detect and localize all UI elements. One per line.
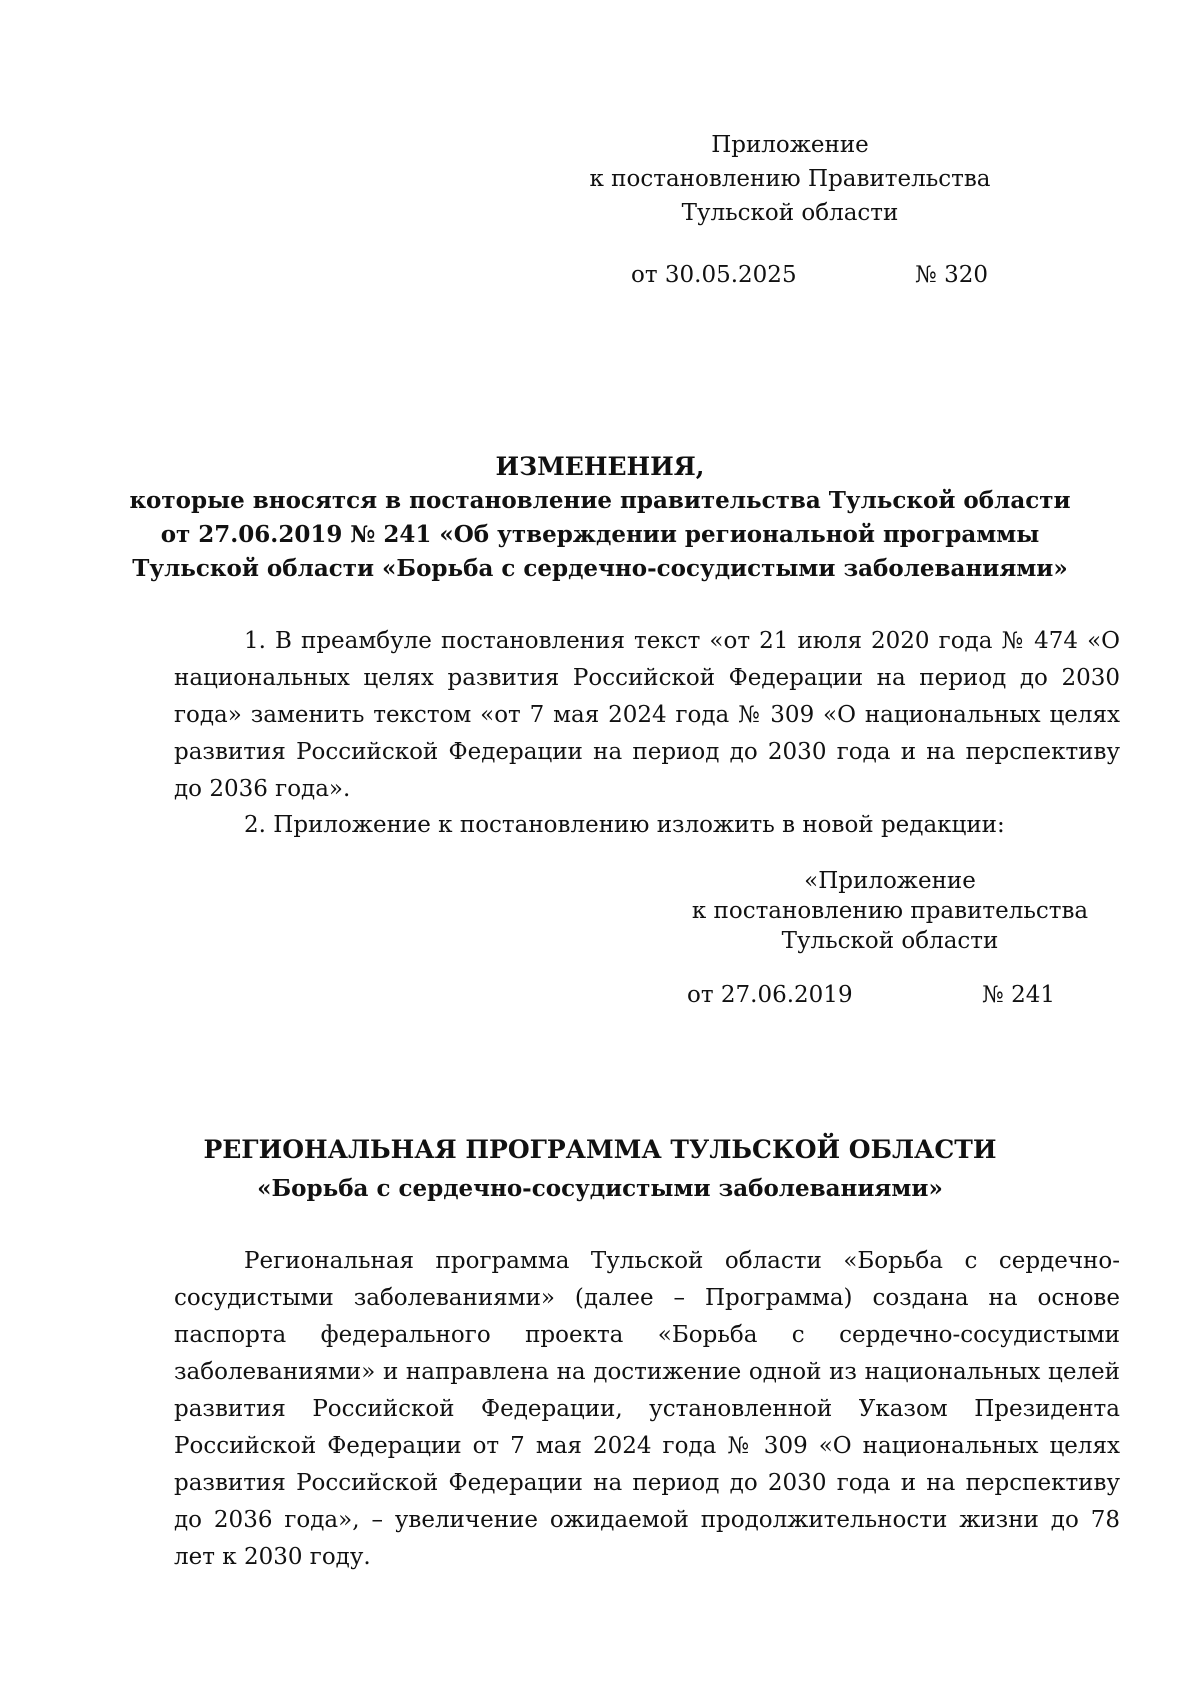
appendix-header-inner (680, 866, 1100, 956)
paragraph-2: 2. Приложение к постановлению изложить в новой редакции: (244, 812, 1005, 838)
appendix-inner-line1: «Приложение (804, 868, 976, 894)
appendix-top-date: от 30.05.2025 (631, 262, 797, 288)
changes-line3: Тульской области «Борьба с сердечно-сосудистыми заболеваниями» (132, 555, 1068, 582)
paragraph-program-description: Региональная программа Тульской области «Борьба с сердечно-сосудистыми заболеваниями» (далее – Программа) создана на основе паспорта федерального проекта «Борьба с сердечно-сосудистыми заболеваниями» и направлена на достижение одной из национальных целей развития Российской Федерации, установленной Указом Президента Российской Федерации от 7 мая 2024 года № 309 «О национальных целях развития Российской Федерации на период до 2030 года и на перспективу до 2036 года», – увеличение ожидаемой продолжительности жизни до 78 лет к 2030 году. (174, 1248, 1120, 1570)
program-subtitle: «Борьба с сердечно-сосудистыми заболеваниями» (257, 1175, 943, 1202)
changes-title-block (120, 450, 1080, 586)
appendix-inner-line3: Тульской области (781, 928, 999, 954)
appendix-header-top (560, 128, 1020, 230)
appendix-inner-date: от 27.06.2019 (687, 982, 853, 1008)
program-title: РЕГИОНАЛЬНАЯ ПРОГРАММА ТУЛЬСКОЙ ОБЛАСТИ (203, 1135, 997, 1164)
appendix-inner-number: № 241 (982, 982, 1055, 1008)
program-title-block (120, 1130, 1080, 1208)
appendix-inner-line2: к постановлению правительства (691, 898, 1089, 924)
changes-line1: которые вносятся в постановление правительства Тульской области (129, 487, 1071, 514)
changes-heading: ИЗМЕНЕНИЯ, (495, 452, 705, 481)
appendix-top-number: № 320 (915, 262, 988, 288)
appendix-top-line2: к постановлению Правительства (589, 166, 991, 192)
paragraph-1: 1. В преамбуле постановления текст «от 21 июля 2020 года № 474 «О национальных целях развития Российской Федерации на период до 2030 года» заменить текстом «от 7 мая 2024 года № 309 «О национальных целях развития Российской Федерации на период до 2030 года и на перспективу до 2036 года». (174, 628, 1120, 802)
changes-line2: от 27.06.2019 № 241 «Об утверждении региональной программы (160, 521, 1040, 548)
appendix-top-line3: Тульской области (681, 200, 899, 226)
appendix-top-line1: Приложение (711, 132, 869, 158)
